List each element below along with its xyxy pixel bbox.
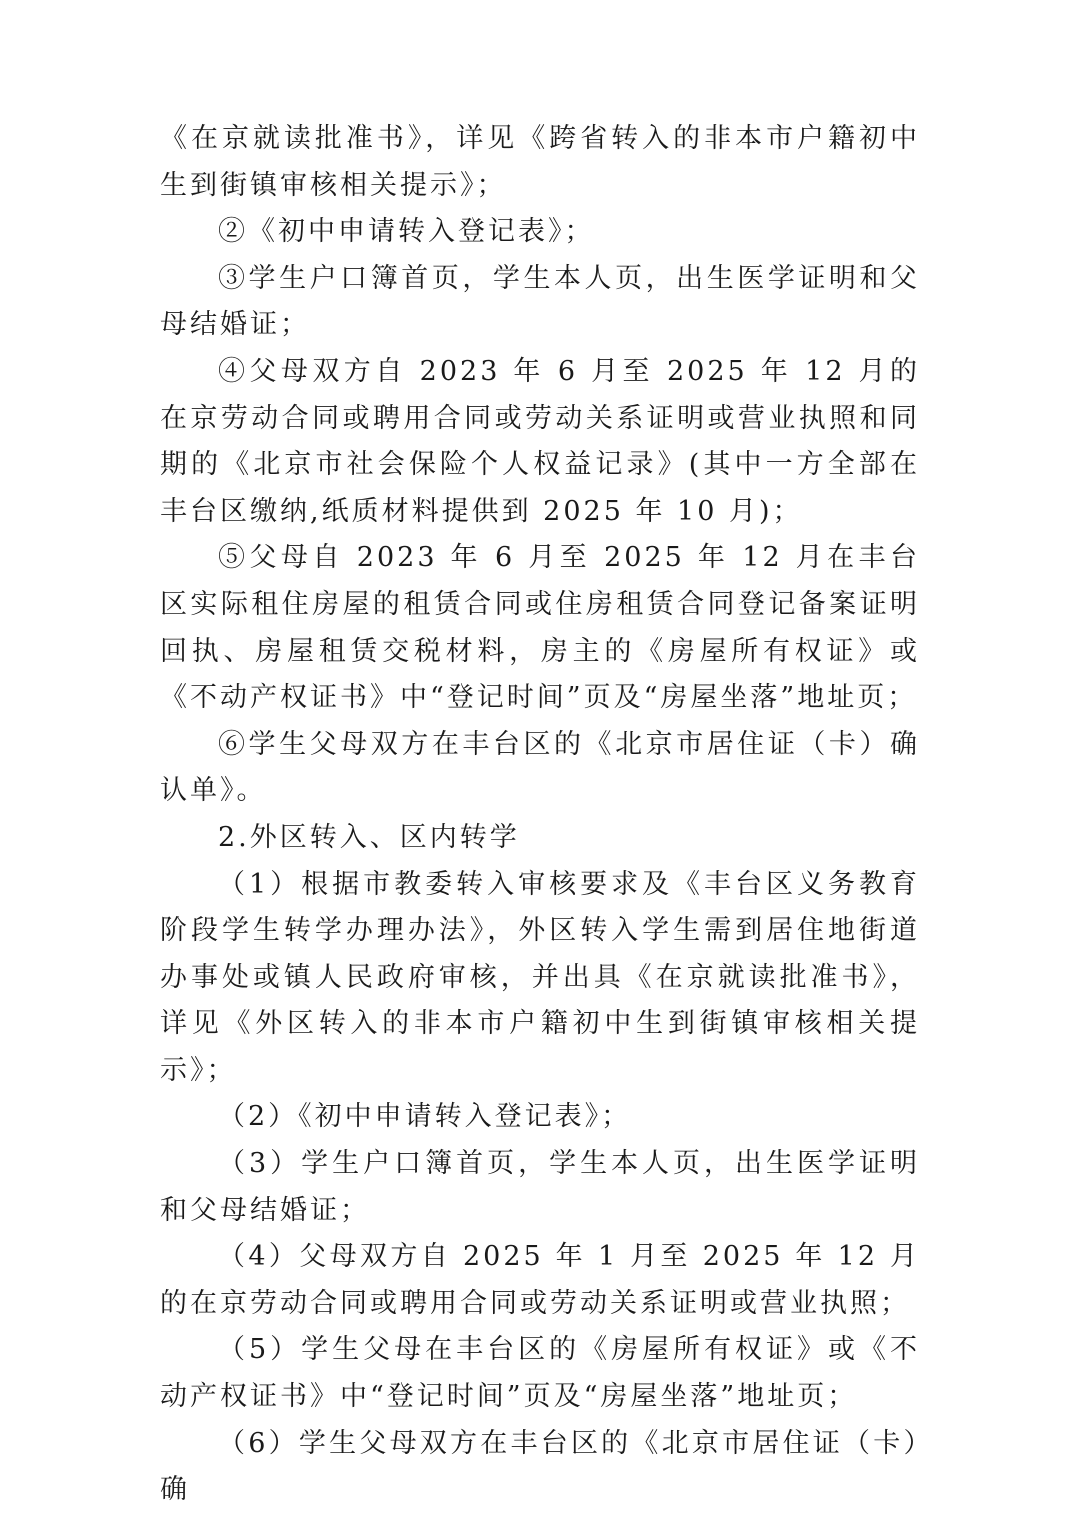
document-body <box>160 116 920 1514</box>
paragraph-sub-5-property-certificate: （5）学生父母在丰台区的《房屋所有权证》或《不动产权证书》中“登记时间”页及“房屋坐落”地址页； <box>160 1334 920 1413</box>
paragraph-sub-3-household-register: （3）学生户口簿首页，学生本人页，出生医学证明和父母结婚证； <box>160 1148 920 1226</box>
paragraph-approval-letter-continued: 《在京就读批准书》，详见《跨省转入的非本市户籍初中生到街镇审核相关提示》； <box>160 123 920 201</box>
paragraph-sub-4-labor-contract: （4）父母双方自 2025 年 1 月至 2025 年 12 月的在京劳动合同或聘用合同或劳动关系证明或营业执照； <box>160 1241 920 1319</box>
paragraph-item-5-rental-contract: ⑤父母自 2023 年 6 月至 2025 年 12 月在丰台区实际租住房屋的租赁合同或住房租赁合同登记备案证明回执、房屋租赁交税材料，房主的《房屋所有权证》或《不动产权证书》中“登记时间”页及“房屋坐落”地址页； <box>160 542 920 714</box>
section-heading-transfer: 2.外区转入、区内转学 <box>218 821 520 853</box>
paragraph-item-2-registration-form: ②《初中申请转入登记表》； <box>218 216 595 248</box>
paragraph-sub-1-review-requirements: （1）根据市教委转入审核要求及《丰台区义务教育阶段学生转学办理办法》，外区转入学生需到居住地街道办事处或镇人民政府审核，并出具《在京就读批准书》，详见《外区转入的非本市户籍初中生到街镇审核相关提示》； <box>160 868 920 1086</box>
paragraph-item-6-residence-permit: ⑥学生父母双方在丰台区的《北京市居住证（卡）确认单》。 <box>160 728 920 807</box>
paragraph-item-3-household-register: ③学生户口簿首页，学生本人页，出生医学证明和父母结婚证； <box>160 262 920 341</box>
paragraph-sub-2-registration-form: （2）《初中申请转入登记表》； <box>218 1101 632 1133</box>
paragraph-item-4-labor-contract: ④父母双方自 2023 年 6 月至 2025 年 12 月的在京劳动合同或聘用合同或劳动关系证明或营业执照和同期的《北京市社会保险个人权益记录》(其中一方全部在丰台区缴纳,纸质材料提供到 2025 年 10 月)； <box>160 355 920 527</box>
paragraph-sub-6-residence-permit: （6）学生父母双方在丰台区的《北京市居住证（卡）确 <box>160 1427 920 1506</box>
